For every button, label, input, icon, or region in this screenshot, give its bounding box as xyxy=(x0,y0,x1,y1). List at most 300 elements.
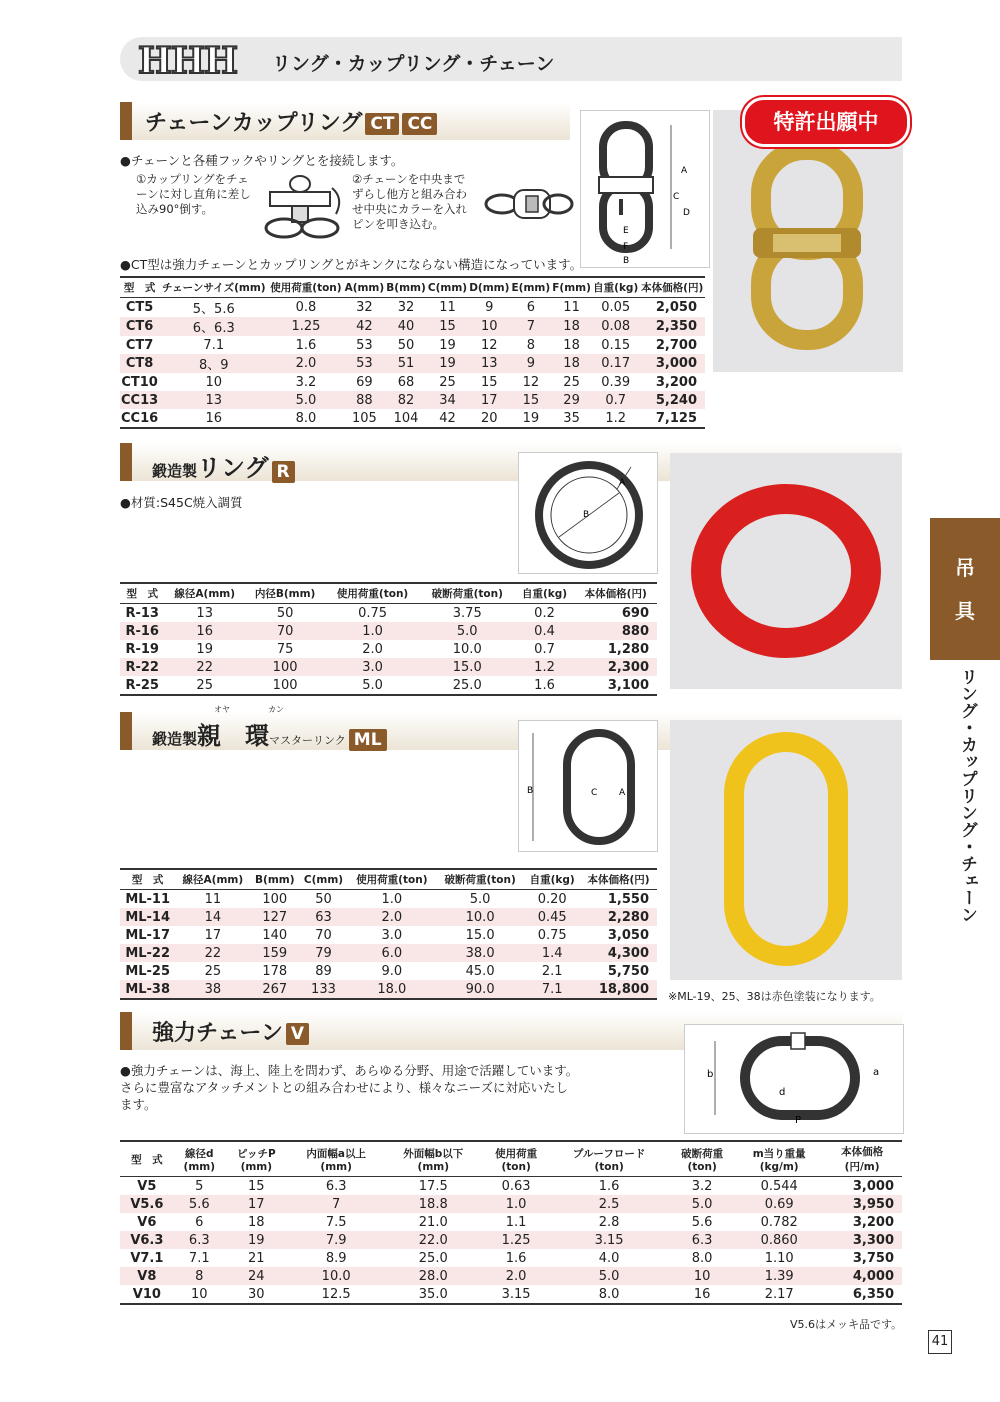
table-row xyxy=(120,1177,902,1196)
table-cell: 5.6 xyxy=(174,1195,225,1213)
chain-col-header xyxy=(120,1141,174,1177)
table-cell: 25 xyxy=(563,374,580,390)
table-cell: 53 xyxy=(344,354,386,373)
price-cell: 2,280 xyxy=(580,908,657,926)
table-cell: 1.6 xyxy=(598,1178,620,1194)
table-cell: 32 xyxy=(397,300,415,315)
model-cell: V7.1 xyxy=(130,1250,164,1266)
table-cell: 1.25 xyxy=(482,1231,550,1249)
model-cell: ML-38 xyxy=(120,980,175,999)
ring-col-header: 型 式 xyxy=(120,583,164,604)
table-cell: 45.0 xyxy=(465,963,495,979)
ring-dim-label-a: A xyxy=(619,478,626,488)
table-cell: 8.0 xyxy=(691,1250,713,1266)
ml-dim-label-b: B xyxy=(527,786,534,796)
table-row xyxy=(120,980,657,999)
table-row xyxy=(120,1213,902,1231)
table-cell: 3.15 xyxy=(550,1231,668,1249)
ct-col-header: D(mm) xyxy=(468,277,510,298)
model-cell: CC16 xyxy=(120,409,159,428)
chain-spec-table xyxy=(120,1140,902,1305)
price-cell: 690 xyxy=(621,605,649,621)
table-cell: 16 xyxy=(668,1285,736,1304)
table-cell: 25.0 xyxy=(420,676,515,695)
table-cell: 10 xyxy=(668,1267,736,1285)
model-cell: CC13 xyxy=(121,392,159,408)
ml-section-bar xyxy=(120,712,132,750)
model-cell: V10 xyxy=(120,1285,174,1304)
chain-col-header xyxy=(550,1141,668,1177)
table-cell: 35 xyxy=(551,409,592,428)
table-cell: 75 xyxy=(276,641,294,657)
table-cell: 6.0 xyxy=(348,944,436,962)
model-cell: R-13 xyxy=(125,605,159,621)
table-cell: 2.1 xyxy=(541,963,563,979)
table-cell: 28.0 xyxy=(385,1267,482,1285)
chain-dim-label-a: a xyxy=(873,1067,880,1078)
table-cell: 7 xyxy=(510,317,551,336)
chain-dim-label-p: P xyxy=(795,1115,802,1126)
table-cell: 5.0 xyxy=(420,622,515,640)
table-cell: 8.0 xyxy=(268,409,343,428)
col-header-unit: (円/m) xyxy=(844,1161,880,1173)
model-cell: ML-22 xyxy=(120,944,175,962)
chain-title-text: 強力チェーン xyxy=(152,1021,283,1046)
table-cell: 38 xyxy=(175,980,250,999)
table-row xyxy=(120,373,705,391)
table-cell: 3.2 xyxy=(295,374,317,390)
price-cell: 18,800 xyxy=(580,980,657,999)
table-cell: 70 xyxy=(315,927,332,943)
price-cell: 1,550 xyxy=(607,891,649,907)
table-row xyxy=(120,944,657,962)
table-cell: 7.5 xyxy=(325,1214,347,1230)
table-cell: 18 xyxy=(563,337,580,353)
table-row xyxy=(120,926,657,944)
table-cell: 22 xyxy=(175,944,250,962)
ml-subtitle: マスターリンク xyxy=(269,734,346,747)
price-cell: 3,300 xyxy=(822,1231,902,1249)
price-cell: 3,200 xyxy=(852,1214,894,1230)
ml-col-header: C(mm) xyxy=(299,869,348,890)
table-row xyxy=(120,604,657,623)
table-row xyxy=(120,890,657,909)
table-cell: 9 xyxy=(510,354,551,373)
model-cell: CT8 xyxy=(120,354,159,373)
model-cell: R-19 xyxy=(125,641,159,657)
ct-col-header: 本体価格(円) xyxy=(639,277,705,298)
table-cell: 1.0 xyxy=(381,891,403,907)
model-cell: R-25 xyxy=(120,676,164,695)
table-cell: 5.0 xyxy=(550,1267,668,1285)
table-cell: 0.05 xyxy=(601,300,631,315)
table-row xyxy=(120,336,705,354)
ct-section-title xyxy=(145,106,437,137)
table-cell: 1.6 xyxy=(295,337,317,353)
ring-material: ●材質:S45C焼入調質 xyxy=(120,495,243,510)
table-cell: 17 xyxy=(468,391,510,409)
table-cell: 0.8 xyxy=(295,300,317,315)
ct-description: ●チェーンと各種フックやリングとを接続します。 xyxy=(120,153,404,168)
col-header-line: 使用荷重 xyxy=(495,1147,538,1160)
table-cell: 7.1 xyxy=(203,337,225,353)
table-cell: 20 xyxy=(468,409,510,428)
table-cell: 0.2 xyxy=(534,605,555,621)
ct-col-header: チェーンサイズ(mm) xyxy=(159,277,268,298)
table-cell: 18.8 xyxy=(385,1195,482,1213)
ring-col-header: 本体価格(円) xyxy=(574,583,657,604)
table-cell: 19 xyxy=(510,409,551,428)
ml-spec-table xyxy=(120,868,657,1000)
price-cell: 2,300 xyxy=(574,658,657,676)
chain-description: ●強力チェーンは、海上、陸上を問わず、あらゆる分野、用途で活躍しています。さらに豊富なアタッチメントとの組み合わせにより、様々なニーズに対応いたします。 xyxy=(120,1063,579,1112)
table-cell: 5 xyxy=(195,1178,204,1194)
ct-col-header: 自重(kg) xyxy=(592,277,640,298)
ct-col-header: F(mm) xyxy=(551,277,592,298)
ml-dim-label-a: A xyxy=(619,788,626,798)
ct-col-header: E(mm) xyxy=(510,277,551,298)
model-cell: CT7 xyxy=(125,337,154,353)
side-tab-char-2: 具 xyxy=(955,599,975,623)
table-cell: 25 xyxy=(204,963,222,979)
table-cell: 178 xyxy=(262,963,288,979)
ring-dimension-diagram xyxy=(518,452,658,574)
table-cell: 2.0 xyxy=(482,1267,550,1285)
ring-title-text: リング xyxy=(197,454,269,482)
ct-col-header: 使用荷重(ton) xyxy=(268,277,343,298)
chain-dim-label-d: d xyxy=(779,1087,786,1098)
table-cell: 6.3 xyxy=(325,1178,347,1194)
col-header-line: 本体価格 xyxy=(841,1146,884,1158)
table-cell: 1.0 xyxy=(482,1195,550,1213)
table-cell: 1.4 xyxy=(524,944,580,962)
ring-col-header: 線径A(mm) xyxy=(164,583,244,604)
table-cell: 8 xyxy=(174,1267,225,1285)
table-cell: 15 xyxy=(481,374,498,390)
table-cell: 10 xyxy=(468,317,510,336)
table-cell: 0.15 xyxy=(601,337,631,353)
table-cell: 3.0 xyxy=(325,658,420,676)
table-cell: 19 xyxy=(427,354,468,373)
table-cell: 100 xyxy=(245,658,325,676)
model-cell: ML-17 xyxy=(125,927,171,943)
table-cell: 1.6 xyxy=(515,676,575,695)
ct-dim-label-d: D xyxy=(683,208,690,218)
table-cell: 18 xyxy=(551,317,592,336)
ct-dim-label-f: F xyxy=(623,242,629,252)
table-cell: 0.63 xyxy=(501,1178,531,1194)
table-cell: 2.8 xyxy=(598,1214,620,1230)
table-cell: 18.0 xyxy=(348,980,436,999)
table-cell: 8、9 xyxy=(159,354,268,373)
table-cell: 19 xyxy=(439,337,456,353)
ml-product-photo xyxy=(670,720,902,980)
table-cell: 6、6.3 xyxy=(159,317,268,336)
model-cell: CT10 xyxy=(121,374,158,390)
col-header-line: 内面幅a以上 xyxy=(306,1147,366,1160)
table-cell: 25.0 xyxy=(418,1250,448,1266)
price-cell: 3,950 xyxy=(822,1195,902,1213)
ml-col-header: 型 式 xyxy=(120,869,175,890)
table-cell: 5.0 xyxy=(668,1195,736,1213)
ring-col-header: 破断荷重(ton) xyxy=(420,583,515,604)
ring-prefix: 鍛造製 xyxy=(152,462,198,480)
table-row xyxy=(120,622,657,640)
table-cell: 1.25 xyxy=(268,317,343,336)
table-cell: 2.5 xyxy=(550,1195,668,1213)
table-cell: 6.3 xyxy=(668,1231,736,1249)
price-cell: 1,280 xyxy=(607,641,649,657)
table-cell: 50 xyxy=(315,891,332,907)
chain-col-header xyxy=(288,1141,385,1177)
col-header-line: 型 式 xyxy=(131,1153,163,1166)
ct-dim-label-e: E xyxy=(623,226,629,236)
brand-logo: HHH xyxy=(138,40,238,82)
table-cell: 25 xyxy=(164,676,244,695)
table-cell: 8.9 xyxy=(325,1250,347,1266)
table-cell: 16 xyxy=(159,409,268,428)
price-cell: 3,200 xyxy=(655,374,697,390)
table-cell: 0.08 xyxy=(592,317,640,336)
ct-product-photo xyxy=(713,110,903,372)
table-cell: 89 xyxy=(315,963,332,979)
table-cell: 29 xyxy=(551,391,592,409)
table-cell: 5.6 xyxy=(691,1214,713,1230)
table-cell: 10 xyxy=(205,374,223,390)
model-cell: CT6 xyxy=(120,317,159,336)
chain-dimension-diagram xyxy=(684,1024,904,1134)
table-cell: 3.75 xyxy=(452,605,482,621)
ct-dim-label-a: A xyxy=(681,166,688,176)
table-cell: 0.4 xyxy=(515,622,575,640)
table-cell: 1.1 xyxy=(505,1214,527,1230)
coupling-assemble-illustration xyxy=(484,176,574,232)
ct-dim-label-c: C xyxy=(673,192,680,202)
ml-col-header: B(mm) xyxy=(250,869,299,890)
ct-section-bar xyxy=(120,102,132,140)
table-cell: 16 xyxy=(164,622,244,640)
ring-section-bar xyxy=(120,443,132,481)
ring-col-header: 使用荷重(ton) xyxy=(325,583,420,604)
ct-note: ●CT型は強力チェーンとカップリングとがキンクにならない構造になっています。 xyxy=(120,257,583,272)
price-cell: 2,700 xyxy=(655,337,697,353)
ct-title-text: チェーンカップリング xyxy=(145,111,363,136)
price-cell: 880 xyxy=(574,622,657,640)
col-header-unit: (mm) xyxy=(240,1160,273,1173)
table-row xyxy=(120,1195,902,1213)
col-header-line: 線径d xyxy=(185,1147,214,1160)
table-row xyxy=(120,1249,902,1267)
table-cell: 82 xyxy=(385,391,427,409)
table-row xyxy=(120,1231,902,1249)
price-cell: 6,350 xyxy=(822,1285,902,1304)
table-cell: 51 xyxy=(385,354,427,373)
table-row xyxy=(120,908,657,926)
ring-section-title xyxy=(152,448,295,483)
table-cell: 17.5 xyxy=(418,1178,448,1194)
ring-spec-table xyxy=(120,582,657,696)
table-cell: 15.0 xyxy=(420,658,515,676)
table-cell: 0.860 xyxy=(736,1231,822,1249)
ml-col-header: 自重(kg) xyxy=(524,869,580,890)
table-cell: 34 xyxy=(427,391,468,409)
table-cell: 17 xyxy=(204,927,222,943)
table-cell: 133 xyxy=(299,980,348,999)
table-cell: 18 xyxy=(551,354,592,373)
table-row xyxy=(120,1267,902,1285)
model-cell: V5.6 xyxy=(120,1195,174,1213)
table-cell: 2.0 xyxy=(268,354,343,373)
ml-prefix: 鍛造製 xyxy=(152,730,198,748)
table-row xyxy=(120,391,705,409)
model-cell: V6 xyxy=(137,1214,157,1230)
table-cell: 0.75 xyxy=(537,927,567,943)
chain-col-header xyxy=(736,1141,822,1177)
table-cell: 10.0 xyxy=(436,908,524,926)
table-cell: 0.544 xyxy=(760,1178,798,1194)
table-cell: 42 xyxy=(427,409,468,428)
col-header-unit: (mm) xyxy=(183,1160,216,1173)
ml-col-header: 破断荷重(ton) xyxy=(436,869,524,890)
table-row xyxy=(120,409,705,428)
table-cell: 0.69 xyxy=(736,1195,822,1213)
patent-pending-badge: 特許出願中 xyxy=(742,97,910,147)
table-cell: 1.2 xyxy=(592,409,640,428)
table-cell: 63 xyxy=(299,908,348,926)
table-cell: 3.0 xyxy=(381,927,403,943)
side-tab-char-1: 吊 xyxy=(955,556,975,580)
table-cell: 7.9 xyxy=(288,1231,385,1249)
table-cell: 12.5 xyxy=(288,1285,385,1304)
table-cell: 5、5.6 xyxy=(192,302,235,317)
table-cell: 6 xyxy=(526,300,535,315)
model-cell: ML-11 xyxy=(125,891,171,907)
table-cell: 30 xyxy=(225,1285,288,1304)
table-cell: 1.6 xyxy=(505,1250,527,1266)
table-row xyxy=(120,658,657,676)
table-cell: 90.0 xyxy=(436,980,524,999)
ml-dim-label-c: C xyxy=(591,788,598,798)
table-row xyxy=(120,354,705,373)
table-cell: 4.0 xyxy=(598,1250,620,1266)
model-cell: ML-14 xyxy=(120,908,175,926)
chain-col-header xyxy=(668,1141,736,1177)
side-vertical-title: リング・カップリング・チェーン xyxy=(957,668,977,923)
ml-ruby-1: オヤ xyxy=(214,705,230,714)
table-row xyxy=(120,640,657,658)
price-cell: 3,750 xyxy=(852,1250,894,1266)
price-cell: 5,240 xyxy=(639,391,705,409)
table-cell: 35.0 xyxy=(385,1285,482,1304)
table-cell: 24 xyxy=(225,1267,288,1285)
table-cell: 11 xyxy=(439,300,456,315)
ct-col-header: A(mm) xyxy=(344,277,386,298)
table-cell: 5.0 xyxy=(469,891,491,907)
table-cell: 0.7 xyxy=(534,641,555,657)
table-cell: 15 xyxy=(510,391,551,409)
table-cell: 267 xyxy=(250,980,299,999)
ring-badge: R xyxy=(272,461,295,483)
ml-note: ※ML-19、25、38は赤色塗装になります。 xyxy=(668,990,881,1003)
table-cell: 25 xyxy=(439,374,456,390)
table-cell: 8 xyxy=(526,337,535,353)
chain-col-header xyxy=(225,1141,288,1177)
ct-step-2: ②チェーンを中央までずらし他方と組み合わせ中央にカラーを入れピンを叩き込む。 xyxy=(352,172,467,231)
price-cell: 3,100 xyxy=(574,676,657,695)
table-cell: 1.0 xyxy=(325,622,420,640)
table-cell: 8.0 xyxy=(550,1285,668,1304)
col-header-unit: (ton) xyxy=(687,1160,717,1173)
ct-dim-label-b: B xyxy=(623,256,630,266)
chain-section-bar xyxy=(120,1012,132,1050)
table-cell: 21.0 xyxy=(418,1214,448,1230)
table-cell: 15 xyxy=(248,1178,265,1194)
table-cell: 140 xyxy=(262,927,288,943)
ml-ruby-2: カン xyxy=(268,705,284,714)
price-cell: 7,125 xyxy=(639,409,705,428)
table-cell: 5.0 xyxy=(325,676,420,695)
table-cell: 88 xyxy=(344,391,386,409)
price-cell: 2,050 xyxy=(655,300,697,315)
price-cell: 4,000 xyxy=(822,1267,902,1285)
table-cell: 104 xyxy=(385,409,427,428)
table-cell: 14 xyxy=(175,908,250,926)
table-cell: 100 xyxy=(262,891,288,907)
chain-col-header xyxy=(174,1141,225,1177)
page-title: リング・カップリング・チェーン xyxy=(272,53,555,75)
table-cell: 7.1 xyxy=(524,980,580,999)
chain-badge: V xyxy=(286,1023,309,1045)
ct-spec-table xyxy=(120,276,705,429)
col-header-line: ピッチP xyxy=(236,1147,276,1160)
ct-dimension-diagram xyxy=(580,110,710,268)
table-cell: 100 xyxy=(245,676,325,695)
table-cell: 38.0 xyxy=(436,944,524,962)
ml-badge: ML xyxy=(349,729,387,751)
table-cell: 50 xyxy=(397,337,415,353)
table-cell: 5.0 xyxy=(268,391,343,409)
chain-dim-label-b: b xyxy=(707,1069,714,1080)
table-row xyxy=(120,962,657,980)
ml-col-header: 使用荷重(ton) xyxy=(348,869,436,890)
ring-col-header: 内径B(mm) xyxy=(245,583,325,604)
table-cell: 32 xyxy=(356,300,373,315)
table-cell: 6.3 xyxy=(174,1231,225,1249)
table-cell: 50 xyxy=(276,605,294,621)
price-cell: 2,350 xyxy=(639,317,705,336)
table-cell: 3.2 xyxy=(691,1178,713,1194)
ct-step-1: ①カップリングをチェーンに対し直角に差し込み90°倒す。 xyxy=(136,172,251,216)
table-cell: 53 xyxy=(356,337,373,353)
table-cell: 2.17 xyxy=(736,1285,822,1304)
page-number: 41 xyxy=(928,1330,952,1354)
model-cell: V5 xyxy=(137,1178,157,1194)
table-cell: 3.15 xyxy=(482,1285,550,1304)
col-header-line: プルーフロード xyxy=(572,1147,646,1160)
col-header-line: 外面幅b以下 xyxy=(403,1147,464,1160)
table-cell: 10 xyxy=(174,1285,225,1304)
ml-dimension-diagram xyxy=(518,720,658,852)
model-cell: R-22 xyxy=(120,658,164,676)
price-cell: 4,300 xyxy=(580,944,657,962)
ct-col-header: 型 式 xyxy=(120,277,159,298)
table-cell: 19 xyxy=(196,641,213,657)
model-cell: CT5 xyxy=(125,300,154,315)
model-cell: V6.3 xyxy=(120,1231,174,1249)
chain-col-header xyxy=(385,1141,482,1177)
table-cell: 7 xyxy=(288,1195,385,1213)
table-cell: 105 xyxy=(344,409,386,428)
